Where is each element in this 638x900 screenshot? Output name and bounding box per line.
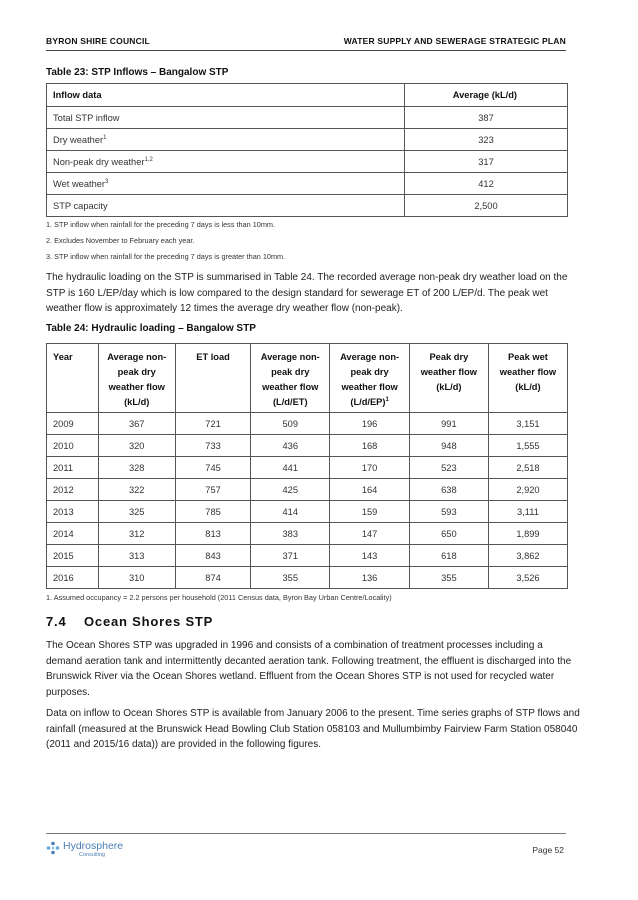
- row-value: 2,500: [405, 195, 568, 217]
- col-avg-kld: Average non- peak dry weather flow (kL/d): [98, 344, 175, 413]
- table-row: 2013 325 785 414 159 593 3,111: [47, 501, 568, 523]
- table-row: 2010 320 733 436 168 948 1,555: [47, 435, 568, 457]
- footnote-ref: 3: [105, 178, 109, 185]
- table-row: 2012 322 757 425 164 638 2,920: [47, 479, 568, 501]
- company-logo: [46, 841, 123, 859]
- row-label: Non-peak dry weather: [53, 156, 145, 167]
- table-row: 2015 313 843 371 143 618 3,862: [47, 545, 568, 567]
- body-paragraph-data: Data on inflow to Ocean Shores STP is available from January 2006 to the present. Time series graphs of STP flows and rainfall (measured at the Brunswick Head Bowling Club Station 058103 and Mullumbimby Fairview Farm Station 058040 (2011 and 2015/16 data)) are provided in the following figures.: [46, 708, 580, 751]
- footnote-ref: 1: [103, 134, 107, 141]
- row-value: 323: [405, 129, 568, 151]
- section-number: 7.4: [46, 614, 67, 629]
- col-average: Average (kL/d): [405, 84, 568, 107]
- col-avg-ldep: Average non- peak dry weather flow $(L/d/EP)^1$: [330, 344, 409, 413]
- col-year: Year: [47, 344, 99, 413]
- footnote-ref: 1: [385, 396, 389, 403]
- col-inflow-data: Inflow data: [47, 84, 405, 107]
- col-peak-dry: Peak dry weather flow (kL/d): [409, 344, 488, 413]
- table-row: [47, 151, 568, 173]
- row-value: 387: [405, 107, 568, 129]
- hydrosphere-logo-icon: [46, 841, 60, 855]
- row-value: 317: [405, 151, 568, 173]
- header-org: BYRON SHIRE COUNCIL: [46, 36, 150, 46]
- table24-caption: Table 24: Hydraulic loading – Bangalow STP: [46, 323, 256, 334]
- table-row: [47, 107, 568, 129]
- col-peak-wet: Peak wet weather flow (kL/d): [488, 344, 567, 413]
- row-label: STP capacity: [53, 200, 108, 211]
- col-avg-ldet: Average non- peak dry weather flow (L/d/ET): [251, 344, 330, 413]
- body-paragraph-hydraulic: The hydraulic loading on the STP is summarised in Table 24. The recorded average non-peak dry weather load on the STP is 160 L/EP/day which is low compared to the design standard for sewerage ET of 200 L/EP/d. The peak wet weather flow is approximately 12 times the average dry weather flow (non-peak).: [46, 272, 568, 315]
- table-row: [47, 129, 568, 151]
- table-row: 2009 367 721 509 196 991 3,151: [47, 413, 568, 435]
- table23-stp-inflows: [46, 83, 568, 217]
- table-row: [47, 195, 568, 217]
- table-header-row: [47, 344, 568, 413]
- table23-note-2: 2. Excludes November to February each year.: [46, 236, 195, 245]
- logo-subtitle: Consulting: [79, 852, 105, 858]
- footnote-ref: 1,2: [144, 156, 153, 163]
- row-label: Total STP inflow: [53, 112, 120, 123]
- section-title: Ocean Shores STP: [84, 614, 214, 629]
- row-value: 412: [405, 173, 568, 195]
- table-row: 2011 328 745 441 170 523 2,518: [47, 457, 568, 479]
- table-row: 2014 312 813 383 147 650 1,899: [47, 523, 568, 545]
- page-number: Page 52: [532, 845, 564, 855]
- table-row: 2016 310 874 355 136 355 3,526: [47, 567, 568, 589]
- header-doc-title: WATER SUPPLY AND SEWERAGE STRATEGIC PLAN: [343, 36, 566, 46]
- table23-note-3: 3. STP inflow when rainfall for the preceding 7 days is greater than 10mm.: [46, 252, 286, 261]
- table24-note: 1. Assumed occupancy = 2.2 persons per household (2011 Census data, Byron Bay Urban Centre/Locality): [46, 593, 392, 602]
- table23-note-1: 1. STP inflow when rainfall for the preceding 7 days is less than 10mm.: [46, 220, 276, 229]
- table-row: [47, 173, 568, 195]
- section-heading: [46, 614, 213, 629]
- row-label: Dry weather: [53, 134, 104, 145]
- col-et-load: ET load: [175, 344, 250, 413]
- table23-caption: Table 23: STP Inflows – Bangalow STP: [46, 67, 229, 78]
- footer-rule: [46, 833, 566, 834]
- table24-hydraulic-loading: [46, 343, 568, 589]
- table-header-row: [47, 84, 568, 107]
- page-header: [46, 36, 566, 48]
- body-paragraph-ocean-shores: The Ocean Shores STP was upgraded in 1996 and consists of a combination of treatment processes including a demand aeration tank and intermittently decanted aeration tank. Following treatment, the effluent is discharged into the Brunswick River via the Ocean Shores wetland. Effluent from the Ocean Shores STP is not used for recycled water purposes.: [46, 640, 572, 698]
- logo-wordmark: Hydrosphere: [63, 840, 124, 852]
- row-label: Wet weather: [53, 178, 106, 189]
- header-rule: [46, 50, 566, 51]
